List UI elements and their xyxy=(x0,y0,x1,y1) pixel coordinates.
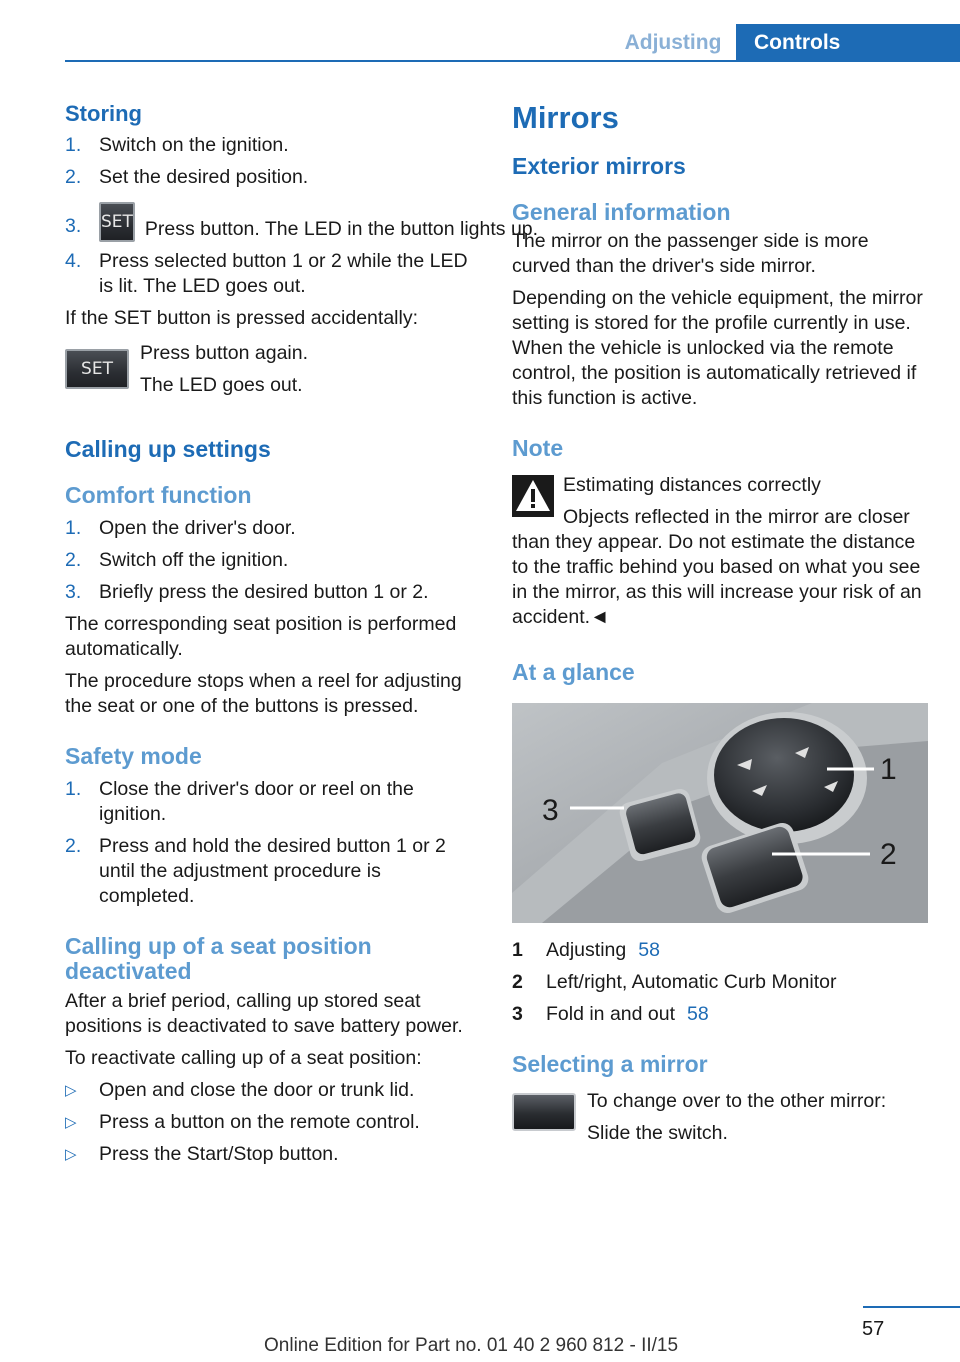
set-button-icon: SET xyxy=(65,349,129,389)
edition-footer: Online Edition for Part no. 01 40 2 960 812 - II/15 xyxy=(264,1335,679,1356)
note-body: Objects reflected in the mirror are closer than they appear. Do not estimate the distance to the traffic behind you based on what you see in the mirror, as this will increase your risk of an accident.◄ xyxy=(512,506,922,628)
calling-up-heading: Calling up settings xyxy=(65,436,271,462)
triangle-bullet-icon: ▷ xyxy=(65,1082,77,1099)
warning-triangle-icon xyxy=(512,475,554,517)
callout-label-3: 3 xyxy=(542,794,559,827)
general-paragraph: The mirror on the passenger side is more curved than the driver's side mirror. xyxy=(512,230,869,277)
footer-rule xyxy=(863,1306,960,1308)
legend xyxy=(512,938,930,1034)
set-accident-text: If the SET button is pressed accidentally: xyxy=(65,307,418,329)
comfort-step: 3. Briefly press the desired button 1 or 2. xyxy=(65,581,429,603)
set-button-icon: SET xyxy=(99,202,135,242)
page-ref-link[interactable]: 58 xyxy=(638,939,660,961)
header-rule xyxy=(65,60,960,62)
note-heading: Note xyxy=(512,435,564,461)
storing-heading: Storing xyxy=(65,101,142,126)
list-item: ▷ Press the Start/Stop button. xyxy=(65,1143,339,1165)
warning-note xyxy=(512,473,930,630)
safety-step: 2. Press and hold the desired button 1 or 2 until the adjustment procedure is completed. xyxy=(65,835,446,907)
deactivated-paragraph: After a brief period, calling up stored seat positions is deactivated to save battery power. xyxy=(65,990,463,1037)
note-title: Estimating distances correctly xyxy=(563,474,821,496)
reactivate-list xyxy=(65,1078,480,1167)
storing-step: 1. Switch on the ignition. xyxy=(65,134,289,156)
legend-row: 2 Left/right, Automatic Curb Monitor xyxy=(512,971,837,993)
general-info-heading: General information xyxy=(512,199,731,225)
safety-heading: Safety mode xyxy=(65,743,202,769)
deactivated-paragraph: To reactivate calling up of a seat position: xyxy=(65,1047,422,1069)
at-a-glance-heading: At a glance xyxy=(512,659,635,685)
comfort-step: 2. Switch off the ignition. xyxy=(65,549,289,571)
callout-label-2: 2 xyxy=(880,838,897,871)
exterior-mirrors-heading: Exterior mirrors xyxy=(512,153,686,179)
right-column xyxy=(512,100,930,1149)
mirror-selector-switch-icon xyxy=(512,1093,576,1131)
triangle-bullet-icon: ▷ xyxy=(65,1146,77,1163)
set-press-again-block: SET Press button again. The LED goes out. xyxy=(65,341,480,409)
list-item: ▷ Open and close the door or trunk lid. xyxy=(65,1079,415,1101)
comfort-step: 1. Open the driver's door. xyxy=(65,517,296,539)
storing-step: 2. Set the desired position. xyxy=(65,166,309,188)
storing-step: 4. Press selected button 1 or 2 while the LED is lit. The LED goes out. xyxy=(65,250,468,297)
storing-steps xyxy=(65,133,539,299)
list-item: ▷ Press a button on the remote control. xyxy=(65,1111,420,1133)
legend-row: 3 Fold in and out 58 xyxy=(512,1003,709,1025)
mirror-switch-illustration xyxy=(512,703,928,923)
safety-steps xyxy=(65,777,480,909)
callout-label-1: 1 xyxy=(880,753,897,786)
comfort-paragraph: The procedure stops when a reel for adjusting the seat or one of the buttons is pressed. xyxy=(65,670,462,717)
page-number: 57 xyxy=(862,1318,885,1340)
selecting-mirror-block: To change over to the other mirror: Slide the switch. xyxy=(512,1089,930,1149)
deactivated-heading: Calling up of a seat position deactivated xyxy=(65,933,372,984)
comfort-heading: Comfort function xyxy=(65,482,252,508)
comfort-paragraph: The corresponding seat position is performed automatically. xyxy=(65,613,457,660)
safety-step: 1. Close the driver's door or reel on the ignition. xyxy=(65,778,414,825)
legend-row: 1 Adjusting 58 xyxy=(512,939,660,961)
page-ref-link[interactable]: 58 xyxy=(687,1003,709,1025)
general-paragraph: Depending on the vehicle equipment, the mirror setting is stored for the profile currently in use. When the vehicle is unlocked via the remote control, the position is automatically retrieved if this function is active. xyxy=(512,287,923,409)
header-tab-adjusting[interactable]: Adjusting xyxy=(624,31,722,54)
header-tab-controls[interactable]: Controls xyxy=(736,24,960,62)
comfort-steps xyxy=(65,516,480,605)
triangle-bullet-icon: ▷ xyxy=(65,1114,77,1131)
mirrors-heading: Mirrors xyxy=(512,100,619,135)
storing-step: 3. SET Press button. The LED in the button lights up. xyxy=(65,202,480,242)
mirror-control-photo xyxy=(512,703,928,923)
selecting-mirror-heading: Selecting a mirror xyxy=(512,1051,708,1077)
